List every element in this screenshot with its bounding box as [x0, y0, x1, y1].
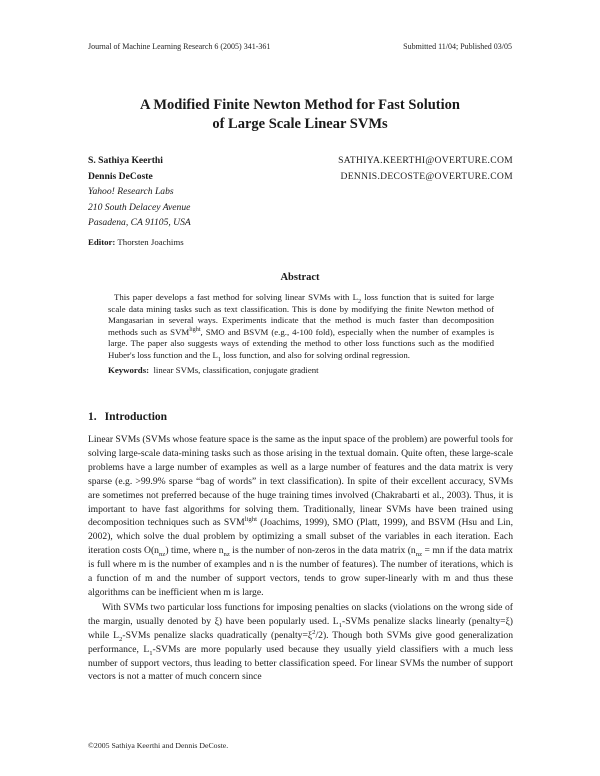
paper-title: [0, 96, 600, 134]
journal-header: Journal of Machine Learning Research 6 (2005) 341-361: [88, 42, 271, 51]
abstract-heading: Abstract: [280, 272, 320, 283]
section-number: 1.: [88, 411, 97, 423]
copyright-footer: ©2005 Sathiya Keerthi and Dennis DeCoste.: [88, 741, 229, 750]
editor-label: Editor:: [88, 237, 116, 247]
abstract-body: [108, 292, 494, 377]
title-line-2: of Large Scale Linear SVMs: [212, 116, 388, 132]
author-email: SATHIYA.KEERTHI@OVERTURE.COM: [338, 155, 513, 166]
section-heading: [88, 411, 167, 423]
affiliation-line: Pasadena, CA 91105, USA: [88, 217, 191, 228]
author-email: DENNIS.DECOSTE@OVERTURE.COM: [340, 170, 513, 182]
author-row: [88, 169, 513, 185]
keywords-label: Keywords:: [108, 365, 150, 375]
author-block: [88, 153, 513, 231]
affiliation-line: Yahoo! Research Labs: [88, 186, 174, 197]
body-paragraph: With SVMs two particular loss functions for imposing penalties on slacks (violations on the wrong side of the margin, usually denoted by ξ) have been popularly used. $L_1$-SVMs penalize slacks linearly (penalty=ξ) while $L_2$-SVMs penalize slacks quadratically $(penalty=\xi^2/2)$. Though both SVMs give good generalization performance, $L_1$-SVMs are more popularly used because they usually yield classifiers with a much less number of support vectors, thus leading to better classification speed. For linear SVMs the number of support vectors is not a matter of much concern since: [88, 601, 513, 683]
section-title: Introduction: [104, 411, 168, 423]
editor-line: [88, 237, 184, 247]
body-paragraph: Linear SVMs (SVMs whose feature space is the same as the input space of the problem) are powerful tools for solving large-scale data-mining tasks such as those arising in the textual domain. Quite often, these large-scale problems have a large number of examples as well as a large number of features and the data matrix is very sparse (e.g. >99.9% sparse “bag of words” in text classification). In spite of their excellent accuracy, SVMs are sometimes not preferred because of the huge training times involved (Chakrabarti et al., 2003). Thus, it is important to have fast algorithms for solving them. Traditionally, linear SVMs have been trained using decomposition techniques such as $SVM^{light}$ (Joachims, 1999), SMO (Platt, 1999), and BSVM (Hsu and Lin, 2002), which solve the dual problem by optimizing a small subset of the variables in each iteration. Each iteration costs $O(n_{nz})$ time, where $n_{nz}$ is the number of non-zeros in the data matrix ($n_{nz}$ = mn if the data matrix is full where m is the number of examples and n is the number of features). The number of iterations, which is a function of m and the number of support vectors, tends to grow super-linearly with m and thus these algorithms can be inefficient when m is large.: [88, 434, 514, 598]
keywords-line: [108, 365, 494, 377]
author-row: [88, 153, 513, 169]
submission-dates: Submitted 11/04; Published 03/05: [403, 42, 512, 51]
keywords-list: linear SVMs, classification, conjugate gradient: [153, 365, 319, 375]
title-line-1: A Modified Finite Newton Method for Fast Solution: [140, 97, 460, 113]
abstract-paragraph: This paper develops a fast method for solving linear SVMs with $L_2$ loss function that is suited for large scale data mining tasks such as text classification. This is done by modifying the finite Newton method of Mangasarian in several ways. Experiments indicate that the method is much faster than decomposition methods such as $SVM^{light}$, SMO and BSVM (e.g., 4-100 fold), especially when the number of examples is large. The paper also suggests ways of extending the method to other loss functions such as the modified Huber's loss function and the $L_1$ loss function, and also for solving ordinal regression.: [108, 292, 494, 363]
author-name: Dennis DeCoste: [88, 170, 153, 182]
affiliation-line: 210 South Delacey Avenue: [88, 201, 191, 213]
introduction-body: [88, 433, 513, 684]
author-name: S. Sathiya Keerthi: [88, 155, 163, 166]
editor-name: Thorsten Joachims: [117, 237, 184, 247]
